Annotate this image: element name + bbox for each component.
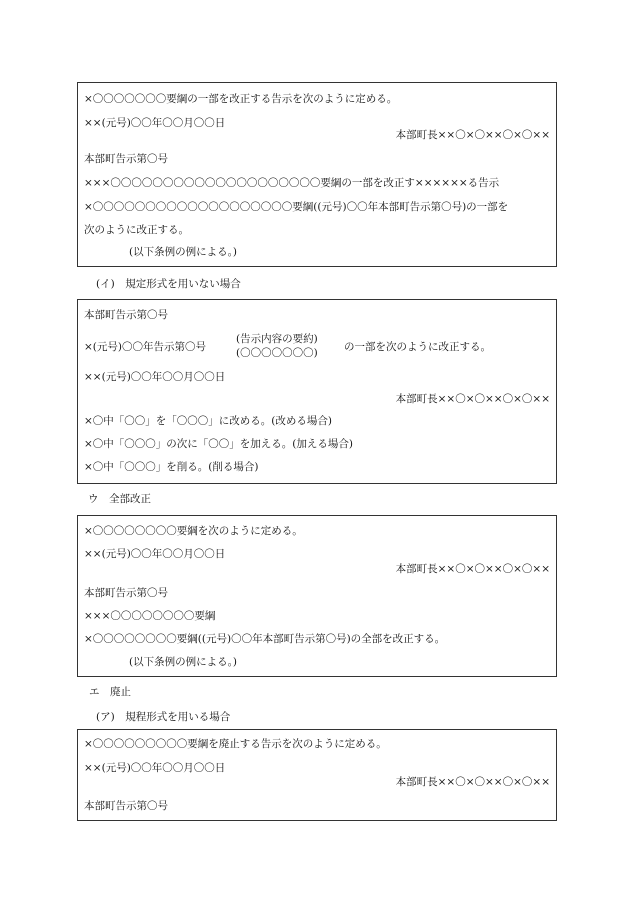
box2-line-5: ×〇中「〇〇」を「〇〇〇」に改める。(改める場合) (84, 415, 332, 427)
box4-line-4: 本部町告示第〇号 (84, 800, 168, 812)
box3-line-1: ×〇〇〇〇〇〇〇〇要綱を次のように定める。 (84, 525, 303, 537)
box3-line-6: ×〇〇〇〇〇〇〇〇要綱((元号)〇〇年本部町告示第〇号)の全部を改正する。 (84, 633, 446, 645)
box1-line-2: ××(元号)〇〇年〇〇月〇〇日 (84, 117, 226, 129)
box3-line-3: 本部町長××〇×〇××〇×〇×× (395, 563, 550, 575)
box3-line-4: 本部町告示第〇号 (84, 587, 168, 599)
box2-summary-bottom: (〇〇〇〇〇〇〇) (236, 347, 318, 359)
box3-line-7: (以下条例の例による。) (129, 656, 237, 668)
box2-line-2-left: ×(元号)〇〇年告示第〇号 (84, 341, 206, 353)
heading-u: ウ 全部改正 (88, 493, 151, 505)
box2-line-7: ×〇中「〇〇〇」を削る。(削る場合) (84, 461, 259, 473)
box2-summary-top: (告示内容の要約) (236, 333, 318, 345)
box1-line-3: 本部町長××〇×〇××〇×〇×× (395, 129, 550, 141)
notice-box-abolish (77, 729, 557, 821)
box2-summary (236, 332, 318, 360)
box1-line-6: ×〇〇〇〇〇〇〇〇〇〇〇〇〇〇〇〇〇〇〇要綱((元号)〇〇年本部町告示第〇号)の一部を (84, 201, 509, 213)
box3-line-5: ×××〇〇〇〇〇〇〇〇要綱 (84, 610, 216, 622)
box4-line-3: 本部町長××〇×〇××〇×〇×× (395, 776, 550, 788)
box2-line-1: 本部町告示第〇号 (84, 309, 168, 321)
box3-line-2: ××(元号)〇〇年〇〇月〇〇日 (84, 548, 226, 560)
notice-box-partial-amend (77, 82, 557, 267)
box2-line-2-right: の一部を次のように改正する。 (344, 341, 491, 353)
box2-line-6: ×〇中「〇〇〇」の次に「〇〇」を加える。(加える場合) (84, 438, 353, 450)
box1-line-7: 次のように改正する。 (84, 224, 189, 236)
box2-line-3: ××(元号)〇〇年〇〇月〇〇日 (84, 371, 226, 383)
notice-box-no-rule-form (77, 299, 557, 484)
box1-line-5: ×××〇〇〇〇〇〇〇〇〇〇〇〇〇〇〇〇〇〇〇〇要綱の一部を改正す××××××る告示 (84, 177, 500, 189)
heading-i: (イ) 規定形式を用いない場合 (96, 278, 241, 290)
box1-line-4: 本部町告示第〇号 (84, 153, 168, 165)
box1-line-1: ×〇〇〇〇〇〇〇要綱の一部を改正する告示を次のように定める。 (84, 93, 398, 105)
notice-box-full-amend (77, 515, 557, 677)
box4-line-1: ×〇〇〇〇〇〇〇〇〇要綱を廃止する告示を次のように定める。 (84, 738, 387, 750)
heading-a: (ア) 規程形式を用いる場合 (96, 711, 231, 723)
box1-line-8: (以下条例の例による。) (129, 246, 237, 258)
box4-line-2: ××(元号)〇〇年〇〇月〇〇日 (84, 762, 226, 774)
heading-e: エ 廃止 (89, 686, 131, 698)
box2-line-4: 本部町長××〇×〇××〇×〇×× (395, 393, 550, 405)
